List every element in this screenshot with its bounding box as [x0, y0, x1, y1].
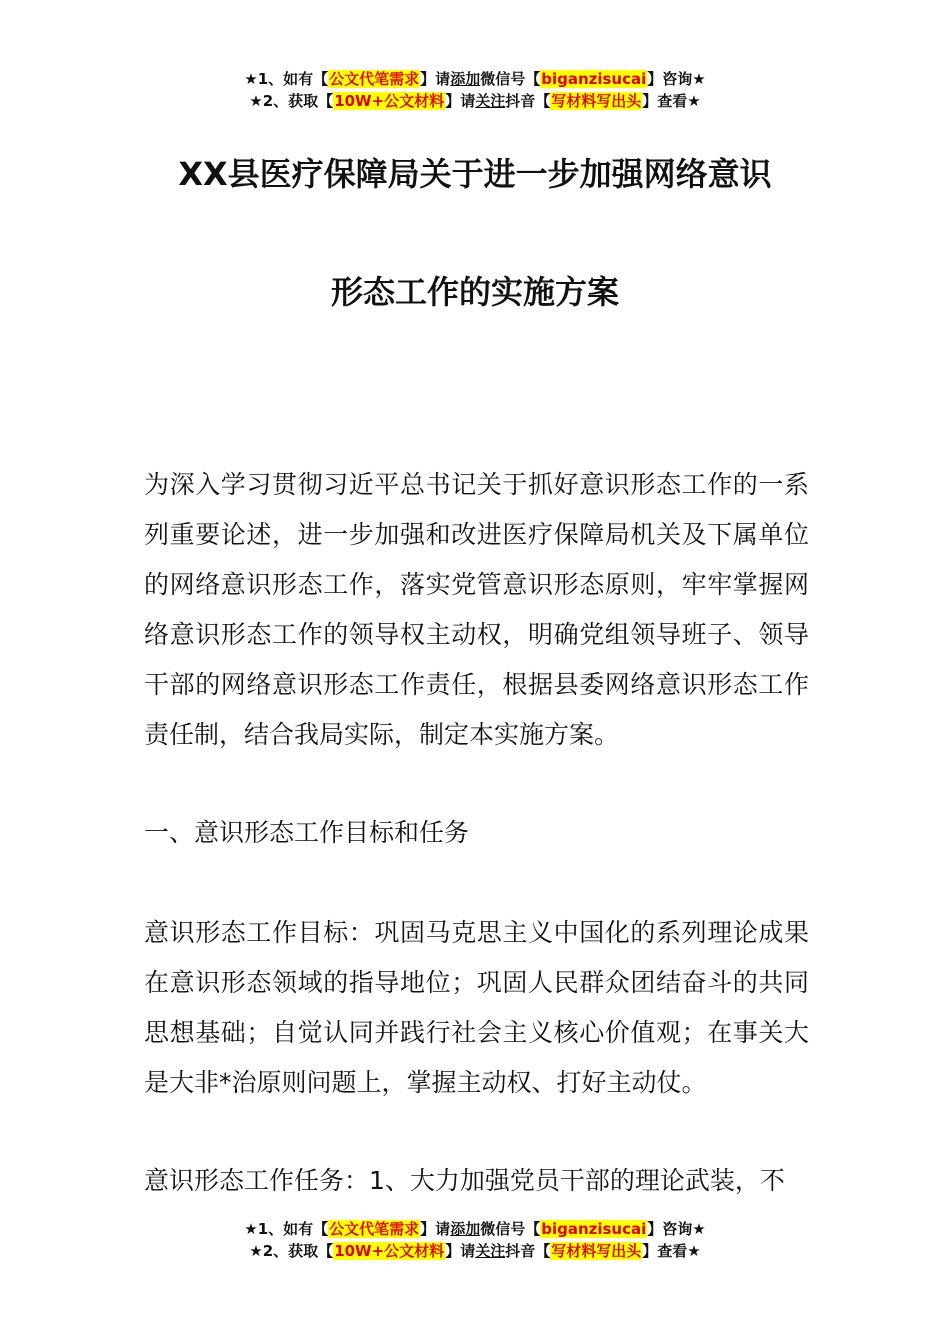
banner-text: ★1、如有【 — [244, 70, 329, 88]
banner-line-1 — [0, 68, 950, 90]
banner-text: 】请 — [420, 1220, 451, 1238]
banner-highlight: 写材料写出头 — [551, 92, 642, 110]
document-title-line-1: XX县医疗保障局关于进一步加强网络意识 — [178, 155, 772, 193]
banner-text: 】咨询★ — [647, 70, 706, 88]
banner-text: 】请 — [445, 1242, 476, 1260]
banner-highlight: 10W+公文材料 — [334, 92, 445, 110]
banner-text: 抖音【 — [505, 1242, 551, 1260]
section-heading: 一、意识形态工作目标和任务 — [144, 818, 470, 847]
banner-highlight: biganzisucai — [541, 1220, 647, 1238]
banner-text: 抖音【 — [505, 92, 551, 110]
banner-underline: 添加 — [450, 1220, 481, 1238]
banner-line-1 — [0, 1218, 950, 1240]
banner-underline: 关注 — [475, 1242, 506, 1260]
banner-highlight: 公文代笔需求 — [329, 1220, 420, 1238]
goals-paragraph: 意识形态工作目标：巩固马克思主义中国化的系列理论成果在意识形态领域的指导地位；巩固人民群众团结奋斗的共同思想基础；自觉认同并践行社会主义核心价值观；在事关大是大非*治原则问题上，掌握主动权、打好主动仗。 — [144, 918, 809, 1097]
footer-banner — [0, 1218, 950, 1262]
banner-highlight: 10W+公文材料 — [334, 1242, 445, 1260]
banner-highlight: 写材料写出头 — [551, 1242, 642, 1260]
banner-highlight: biganzisucai — [541, 70, 647, 88]
banner-text: 】请 — [420, 70, 451, 88]
document-title-line-2: 形态工作的实施方案 — [330, 273, 619, 311]
banner-text: ★1、如有【 — [244, 1220, 329, 1238]
tasks-paragraph: 意识形态工作任务：1、大力加强党员干部的理论武装，不 — [144, 1166, 785, 1195]
header-banner — [0, 68, 950, 112]
banner-underline: 添加 — [450, 70, 481, 88]
banner-line-2 — [0, 1240, 950, 1262]
banner-text: 微信号【 — [480, 1220, 541, 1238]
banner-text: 微信号【 — [480, 70, 541, 88]
intro-paragraph: 为深入学习贯彻习近平总书记关于抓好意识形态工作的一系列重要论述，进一步加强和改进医疗保障局机关及下属单位的网络意识形态工作，落实党管意识形态原则，牢牢掌握网络意识形态工作的领导权主动权，明确党组领导班子、领导干部的网络意识形态工作责任，根据县委网络意识形态工作责任制，结合我局实际，制定本实施方案。 — [144, 470, 809, 749]
banner-underline: 关注 — [475, 92, 506, 110]
banner-line-2 — [0, 90, 950, 112]
banner-text: ★2、获取【 — [249, 92, 334, 110]
banner-highlight: 公文代笔需求 — [329, 70, 420, 88]
banner-text: 】咨询★ — [647, 1220, 706, 1238]
banner-text: 】查看★ — [642, 1242, 701, 1260]
banner-text: 】请 — [445, 92, 476, 110]
banner-text: ★2、获取【 — [249, 1242, 334, 1260]
banner-text: 】查看★ — [642, 92, 701, 110]
